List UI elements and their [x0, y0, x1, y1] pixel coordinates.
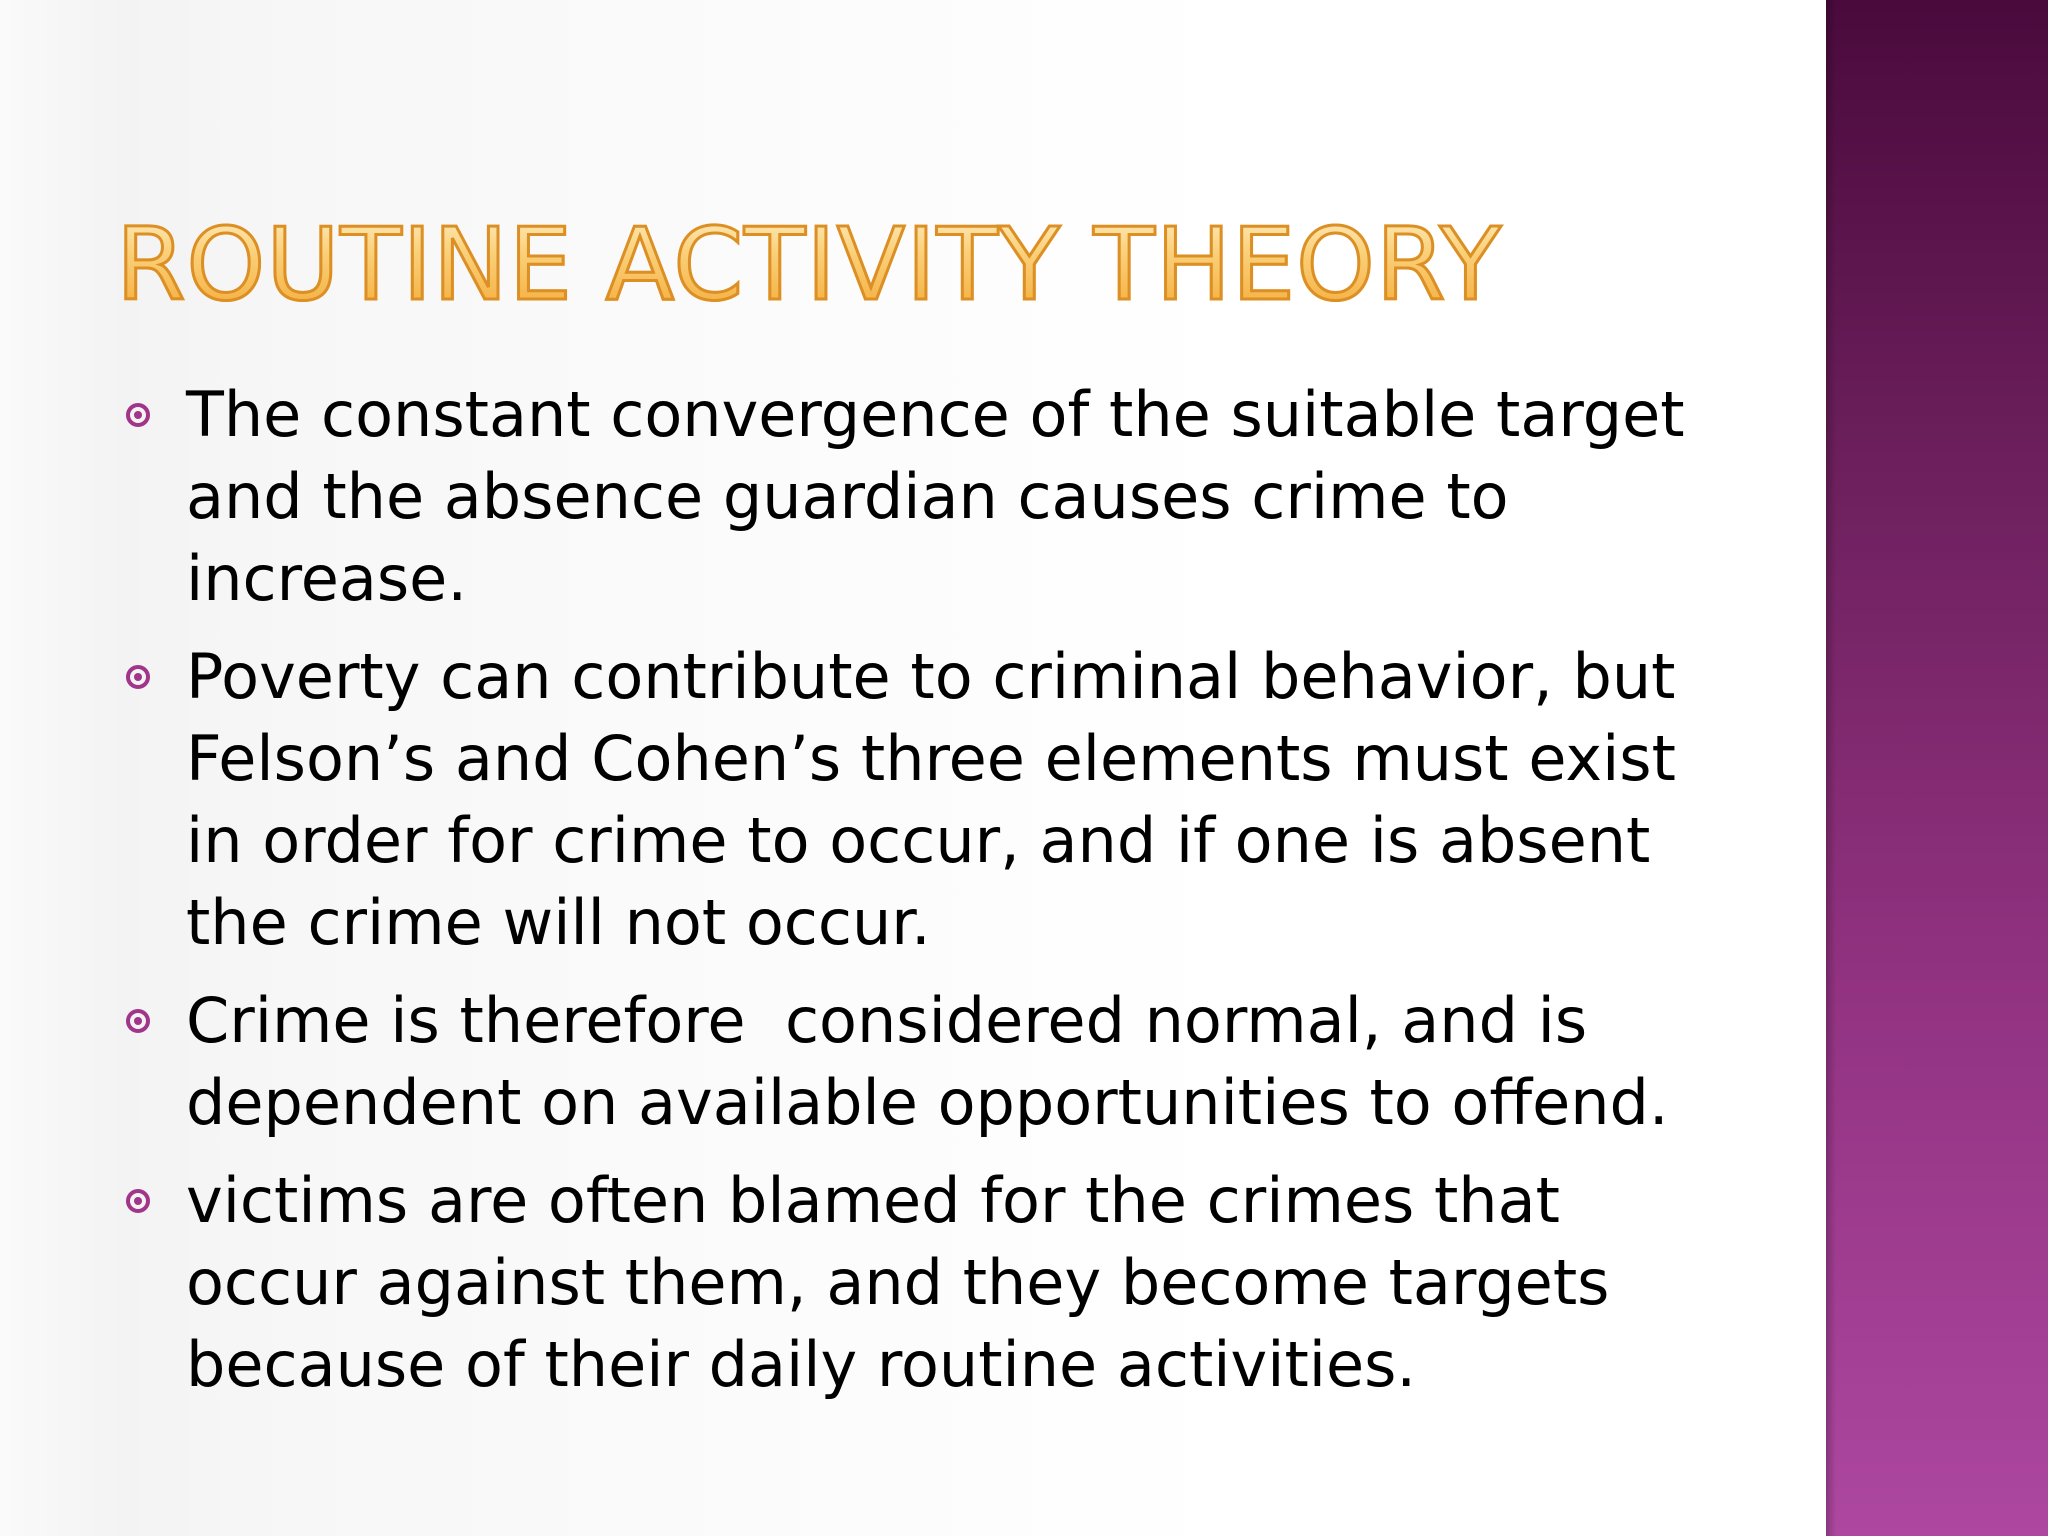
circled-dot-icon — [126, 1009, 150, 1033]
bullet-line: occur against them, and they become targets — [186, 1246, 1610, 1319]
decorative-side-band — [1826, 0, 2048, 1536]
bullet-line: Crime is therefore considered normal, and is — [186, 984, 1588, 1057]
bullet-item — [126, 980, 1786, 1144]
side-band-shadow — [1826, 0, 1836, 1536]
bullet-line: dependent on available opportunities to offend. — [186, 1066, 1669, 1139]
bullet-line: and the absence guardian causes crime to — [186, 460, 1509, 533]
bullet-line: the crime will not occur. — [186, 886, 931, 959]
circled-dot-icon — [126, 1189, 150, 1213]
bullet-item — [126, 374, 1786, 620]
bullet-line: in order for crime to occur, and if one is absent — [186, 804, 1651, 877]
slide-title-text: ROUTINE ACTIVITY THEORY — [116, 206, 1502, 323]
bullet-line: Felson’s and Cohen’s three elements must exist — [186, 722, 1676, 795]
bullet-item — [126, 1160, 1786, 1406]
bullet-line: victims are often blamed for the crimes that — [186, 1164, 1560, 1237]
bullet-line: because of their daily routine activities. — [186, 1328, 1417, 1401]
bullet-line: Poverty can contribute to criminal behavior, but — [186, 640, 1676, 713]
bullet-line: The constant convergence of the suitable target — [186, 378, 1685, 451]
circled-dot-icon — [126, 665, 150, 689]
bullet-list — [126, 374, 1786, 1422]
slide-title — [116, 205, 1502, 325]
bullet-item — [126, 636, 1786, 964]
circled-dot-icon — [126, 403, 150, 427]
bullet-line: increase. — [186, 542, 468, 615]
